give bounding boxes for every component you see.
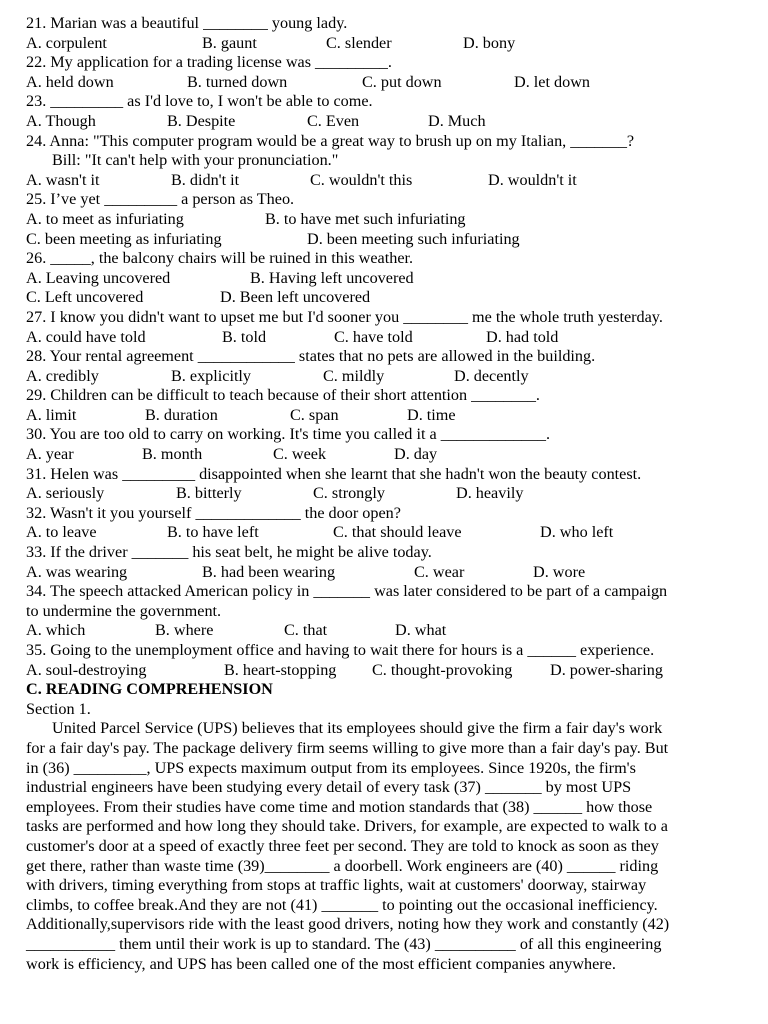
option-b: B. heart-stopping: [224, 660, 337, 679]
option-a: A. to leave: [26, 523, 97, 542]
option-d: D. decently: [454, 366, 529, 385]
option-c: C. have told: [334, 327, 413, 346]
option-d: D. bony: [463, 33, 516, 52]
option-b: B. month: [142, 445, 203, 464]
option-c: C. slender: [326, 33, 392, 52]
question-stem: 31. Helen was _________ disappointed when she learnt that she hadn't won the beauty contest.: [26, 464, 642, 483]
passage-line: United Parcel Service (UPS) believes that its employees should give the firm a fair day's work: [52, 719, 663, 738]
options-row: [26, 171, 750, 191]
option-c: C. mildly: [323, 366, 385, 385]
options-row: [26, 112, 750, 132]
question-stem: 32. Wasn't it you yourself _____________ the door open?: [26, 503, 401, 522]
passage-line: industrial engineers have been studying every detail of every task (37) _______ by most UPS: [26, 778, 632, 797]
question-stem-continued: to undermine the government.: [26, 601, 222, 620]
option-b: B. Having left uncovered: [250, 268, 414, 287]
passage-line: customer's door at a speed of exactly three feet per second. They are told to knock as soon as they: [26, 836, 659, 855]
question-stem: 24. Anna: "This computer program would be a great way to brush up on my Italian, _______?: [26, 131, 635, 150]
passage-line: climbs, to coffee break.And they are not (41) _______ to pointing out the occasional inefficiency.: [26, 895, 658, 914]
option-a: A. soul-destroying: [26, 660, 147, 679]
option-a: A. corpulent: [26, 33, 107, 52]
option-a: A. wasn't it: [26, 170, 100, 189]
passage-line: get there, rather than waste time (39)________ a doorbell. Work engineers are (40) ______ riding: [26, 856, 659, 875]
options-row: [26, 563, 750, 583]
passage-line: in (36) _________, UPS expects maximum output from its employees. Since 1920s, the firm's: [26, 758, 636, 777]
option-c: C. wouldn't this: [310, 170, 413, 189]
options-row: [26, 34, 750, 54]
option-b: B. to have met such infuriating: [265, 209, 466, 228]
option-c: C. strongly: [313, 484, 385, 503]
options-row: [26, 210, 750, 230]
passage-line: employees. From their studies have come time and motion standards that (38) ______ how those: [26, 797, 653, 816]
option-a: A. which: [26, 621, 86, 640]
option-a: A. credibly: [26, 366, 99, 385]
option-b: B. had been wearing: [202, 562, 336, 581]
question-stem: 34. The speech attacked American policy in _______ was later considered to be part of a campaign: [26, 582, 668, 601]
option-d: D. who left: [540, 523, 614, 542]
option-d: D. been meeting such infuriating: [307, 229, 520, 248]
question-stem: 33. If the driver _______ his seat belt, he might be alive today.: [26, 543, 432, 562]
options-row: [26, 406, 750, 426]
reading-passage: [26, 719, 750, 974]
options-row: [26, 445, 750, 465]
option-a: A. to meet as infuriating: [26, 209, 184, 228]
option-d: D. heavily: [456, 484, 524, 503]
option-c: C. put down: [362, 72, 442, 91]
option-a: A. limit: [26, 405, 77, 424]
options-row: [26, 484, 750, 504]
option-d: D. Much: [428, 111, 486, 130]
options-row: [26, 367, 750, 387]
option-b: B. didn't it: [171, 170, 240, 189]
passage-line: ___________ them until their work is up to standard. The (43) __________ of all this engineering: [26, 934, 662, 953]
question-stem-continued: Bill: "It can't help with your pronunciation.": [52, 151, 339, 170]
option-d: D. Been left uncovered: [220, 288, 371, 307]
option-d: D. wouldn't it: [488, 170, 577, 189]
question-stem: 29. Children can be difficult to teach because of their short attention ________.: [26, 386, 540, 405]
question-stem: 23. _________ as I'd love to, I won't be able to come.: [26, 92, 373, 111]
option-c: C. that should leave: [333, 523, 462, 542]
option-c: C. week: [273, 445, 327, 464]
option-b: B. Despite: [167, 111, 236, 130]
option-b: B. duration: [145, 405, 218, 424]
option-d: D. let down: [514, 72, 590, 91]
question-stem: 26. _____, the balcony chairs will be ruined in this weather.: [26, 249, 414, 268]
question-stem: 21. Marian was a beautiful ________ young lady.: [26, 14, 348, 32]
question-stem: 22. My application for a trading license was _________.: [26, 53, 392, 72]
option-d: D. time: [407, 405, 456, 424]
document-page: [26, 14, 750, 974]
options-row: [26, 288, 750, 308]
option-a: A. year: [26, 445, 74, 464]
option-d: D. wore: [533, 562, 586, 581]
option-c: C. Even: [307, 111, 360, 130]
option-d: D. what: [395, 621, 447, 640]
option-d: D. day: [394, 445, 438, 464]
passage-line: for a fair day's pay. The package delivery firm seems willing to give more than a fair day's pay. But: [26, 738, 669, 757]
question-stem: 27. I know you didn't want to upset me but I'd sooner you ________ me the whole truth yesterday.: [26, 307, 663, 326]
passage-line: with drivers, timing everything from stops at traffic lights, wait at customers' doorway, stairway: [26, 876, 647, 895]
option-d: D. power-sharing: [550, 660, 663, 679]
option-c: C. Left uncovered: [26, 288, 144, 307]
option-b: B. explicitly: [171, 366, 252, 385]
option-c: C. thought-provoking: [372, 660, 513, 679]
option-b: B. told: [222, 327, 267, 346]
question-stem: 30. You are too old to carry on working. It's time you called it a _____________.: [26, 425, 550, 444]
options-row: [26, 328, 750, 348]
question-stem: 25. I’ve yet _________ a person as Theo.: [26, 190, 295, 209]
section-heading: C. READING COMPREHENSION: [26, 680, 273, 699]
passage-line: Additionally,supervisors ride with the least good drivers, noting how they work and constantly (42): [26, 915, 670, 934]
option-b: B. bitterly: [176, 484, 242, 503]
options-row: [26, 269, 750, 289]
option-a: A. was wearing: [26, 562, 128, 581]
options-row: [26, 230, 750, 250]
option-b: B. to have left: [167, 523, 259, 542]
option-b: B. where: [155, 621, 214, 640]
question-stem: 28. Your rental agreement ____________ states that no pets are allowed in the building.: [26, 347, 596, 366]
option-c: C. span: [290, 405, 339, 424]
option-b: B. turned down: [187, 72, 288, 91]
section-label: Section 1.: [26, 699, 91, 718]
option-c: C. that: [284, 621, 328, 640]
option-a: A. seriously: [26, 484, 105, 503]
options-row: [26, 621, 750, 641]
option-a: A. Though: [26, 111, 96, 130]
option-a: A. Leaving uncovered: [26, 268, 171, 287]
option-c: C. been meeting as infuriating: [26, 229, 222, 248]
options-row: [26, 73, 750, 93]
options-row: [26, 661, 750, 681]
passage-line: work is efficiency, and UPS has been called one of the most efficient companies anywhere.: [26, 954, 616, 973]
options-row: [26, 523, 750, 543]
passage-line: tasks are performed and how long they should take. Drivers, for example, are expected to walk to a: [26, 817, 668, 836]
option-a: A. held down: [26, 72, 114, 91]
option-a: A. could have told: [26, 327, 146, 346]
option-c: C. wear: [414, 562, 465, 581]
question-stem: 35. Going to the unemployment office and having to wait there for hours is a ______ experience.: [26, 641, 655, 659]
option-b: B. gaunt: [202, 33, 257, 52]
option-d: D. had told: [486, 327, 559, 346]
